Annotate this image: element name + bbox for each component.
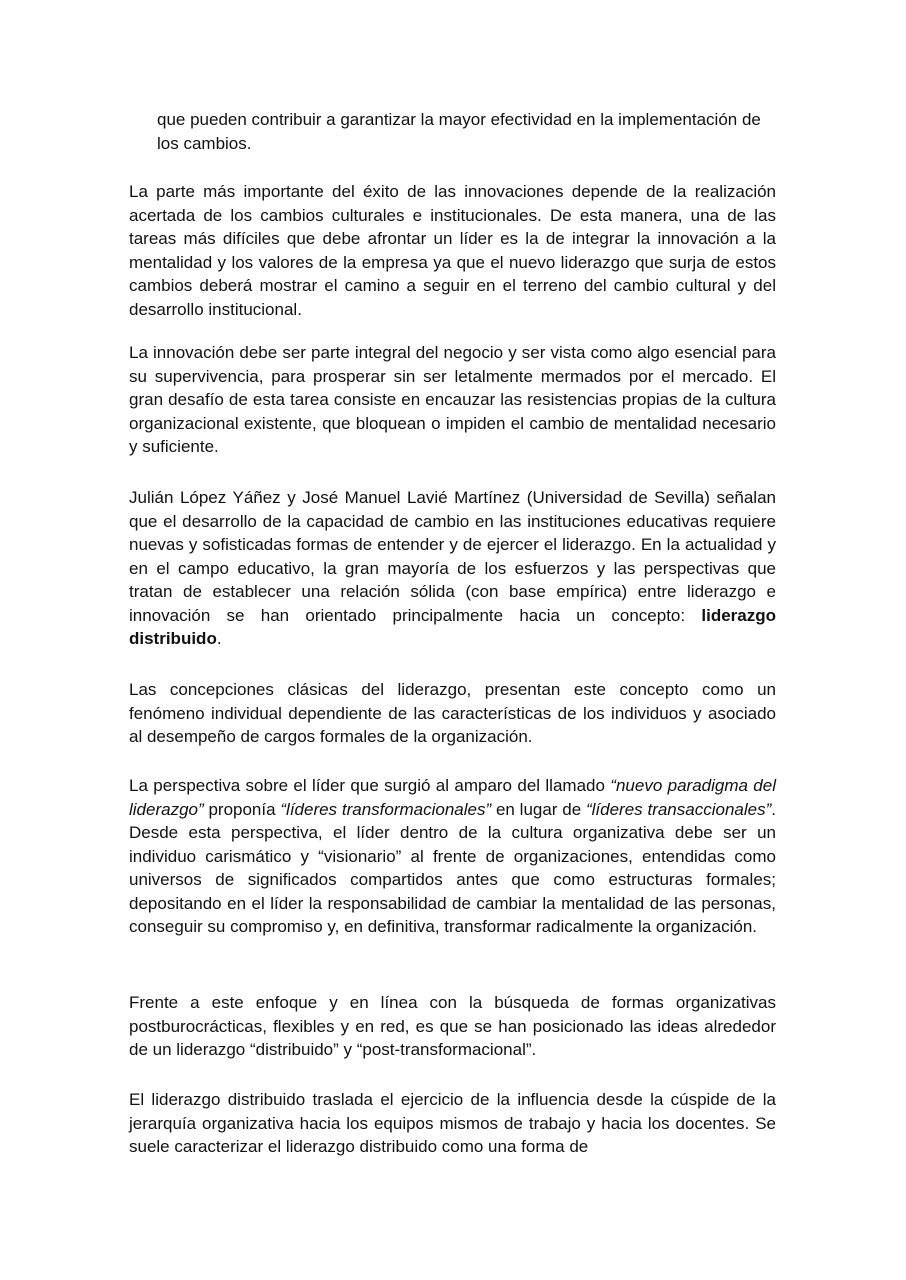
paragraph-classic-conceptions: Las concepciones clásicas del liderazgo, presentan este concepto como un fenómeno individual dependiente de las características de los individuos y asociado al desempeño de cargos formales de la organización. (129, 680, 776, 746)
paragraph-innovation-integral: La innovación debe ser parte integral del negocio y ser vista como algo esencial para su supervivencia, para prosperar sin ser letalmente mermados por el mercado. El gran desafío de esta tarea consiste en encauzar las resistencias propias de la cultura organizacional existente, que bloquean o impiden el cambio de mentalidad necesario y suficiente. (129, 343, 776, 456)
italic-quote: “nuevo paradigma del liderazgo” (129, 776, 776, 819)
paragraph-post-bureaucratic: Frente a este enfoque y en línea con la búsqueda de formas organizativas postburocrácticas, flexibles y en red, es que se han posicionado las ideas alrededor de un liderazgo “distribuido” y “post-transformacional”. (129, 993, 776, 1059)
italic-quote: “líderes transformacionales” (280, 799, 492, 819)
continuation-paragraph: que pueden contribuir a garantizar la mayor efectividad en la implementación de los cambios. (157, 110, 761, 153)
paragraph-rest: . Desde esta perspectiva, el líder dentro de la cultura organizativa debe ser un individuo carismático y “visionario” al frente de organizaciones, entendidas como universos de significados compartidos antes que como estructuras formales; depositando en el líder la responsabilidad de cambiar la mentalidad de las personas, conseguir su compromiso y, en definitiva, transformar radicalmente la organización. (129, 799, 776, 936)
paragraph-text: Julián López Yáñez y José Manuel Lavié Martínez (Universidad de Sevilla) señalan que el desarrollo de la capacidad de cambio en las instituciones educativas requiere nuevas y sofisticadas formas de entender y de ejercer el liderazgo. En la actualidad y en el campo educativo, la gran mayoría de los esfuerzos y las perspectivas que tratan de establecer una relación sólida (con base empírica) entre liderazgo e innovación se han orientado principalmente hacia un concepto: (129, 488, 776, 625)
paragraph-distributed-leadership-intro (129, 486, 776, 651)
paragraph-new-paradigm (129, 774, 776, 939)
bold-term: liderazgo distribuido (129, 605, 776, 648)
paragraph-start: La perspectiva sobre el líder que surgió al amparo del llamado (129, 776, 611, 795)
paragraph-end: . (216, 629, 222, 648)
paragraph-cultural-changes: La parte más importante del éxito de las innovaciones depende de la realización acertada de los cambios culturales e institucionales. De esta manera, una de las tareas más difíciles que debe afrontar un líder es la de integrar la innovación a la mentalidad y los valores de la empresa ya que el nuevo liderazgo que surja de estos cambios deberá mostrar el camino a seguir en el terreno del cambio cultural y del desarrollo institucional. (129, 182, 776, 319)
paragraph-mid: en lugar de (491, 799, 586, 819)
paragraph-mid: proponía (203, 799, 281, 819)
italic-quote: “líderes transaccionales” (585, 799, 772, 819)
paragraph-distributed-leadership-definition: El liderazgo distribuido traslada el ejercicio de la influencia desde la cúspide de la jerarquía organizativa hacia los equipos mismos de trabajo y hacia los docentes. Se suele caracterizar el liderazgo distribuido como una forma de (129, 1090, 776, 1156)
